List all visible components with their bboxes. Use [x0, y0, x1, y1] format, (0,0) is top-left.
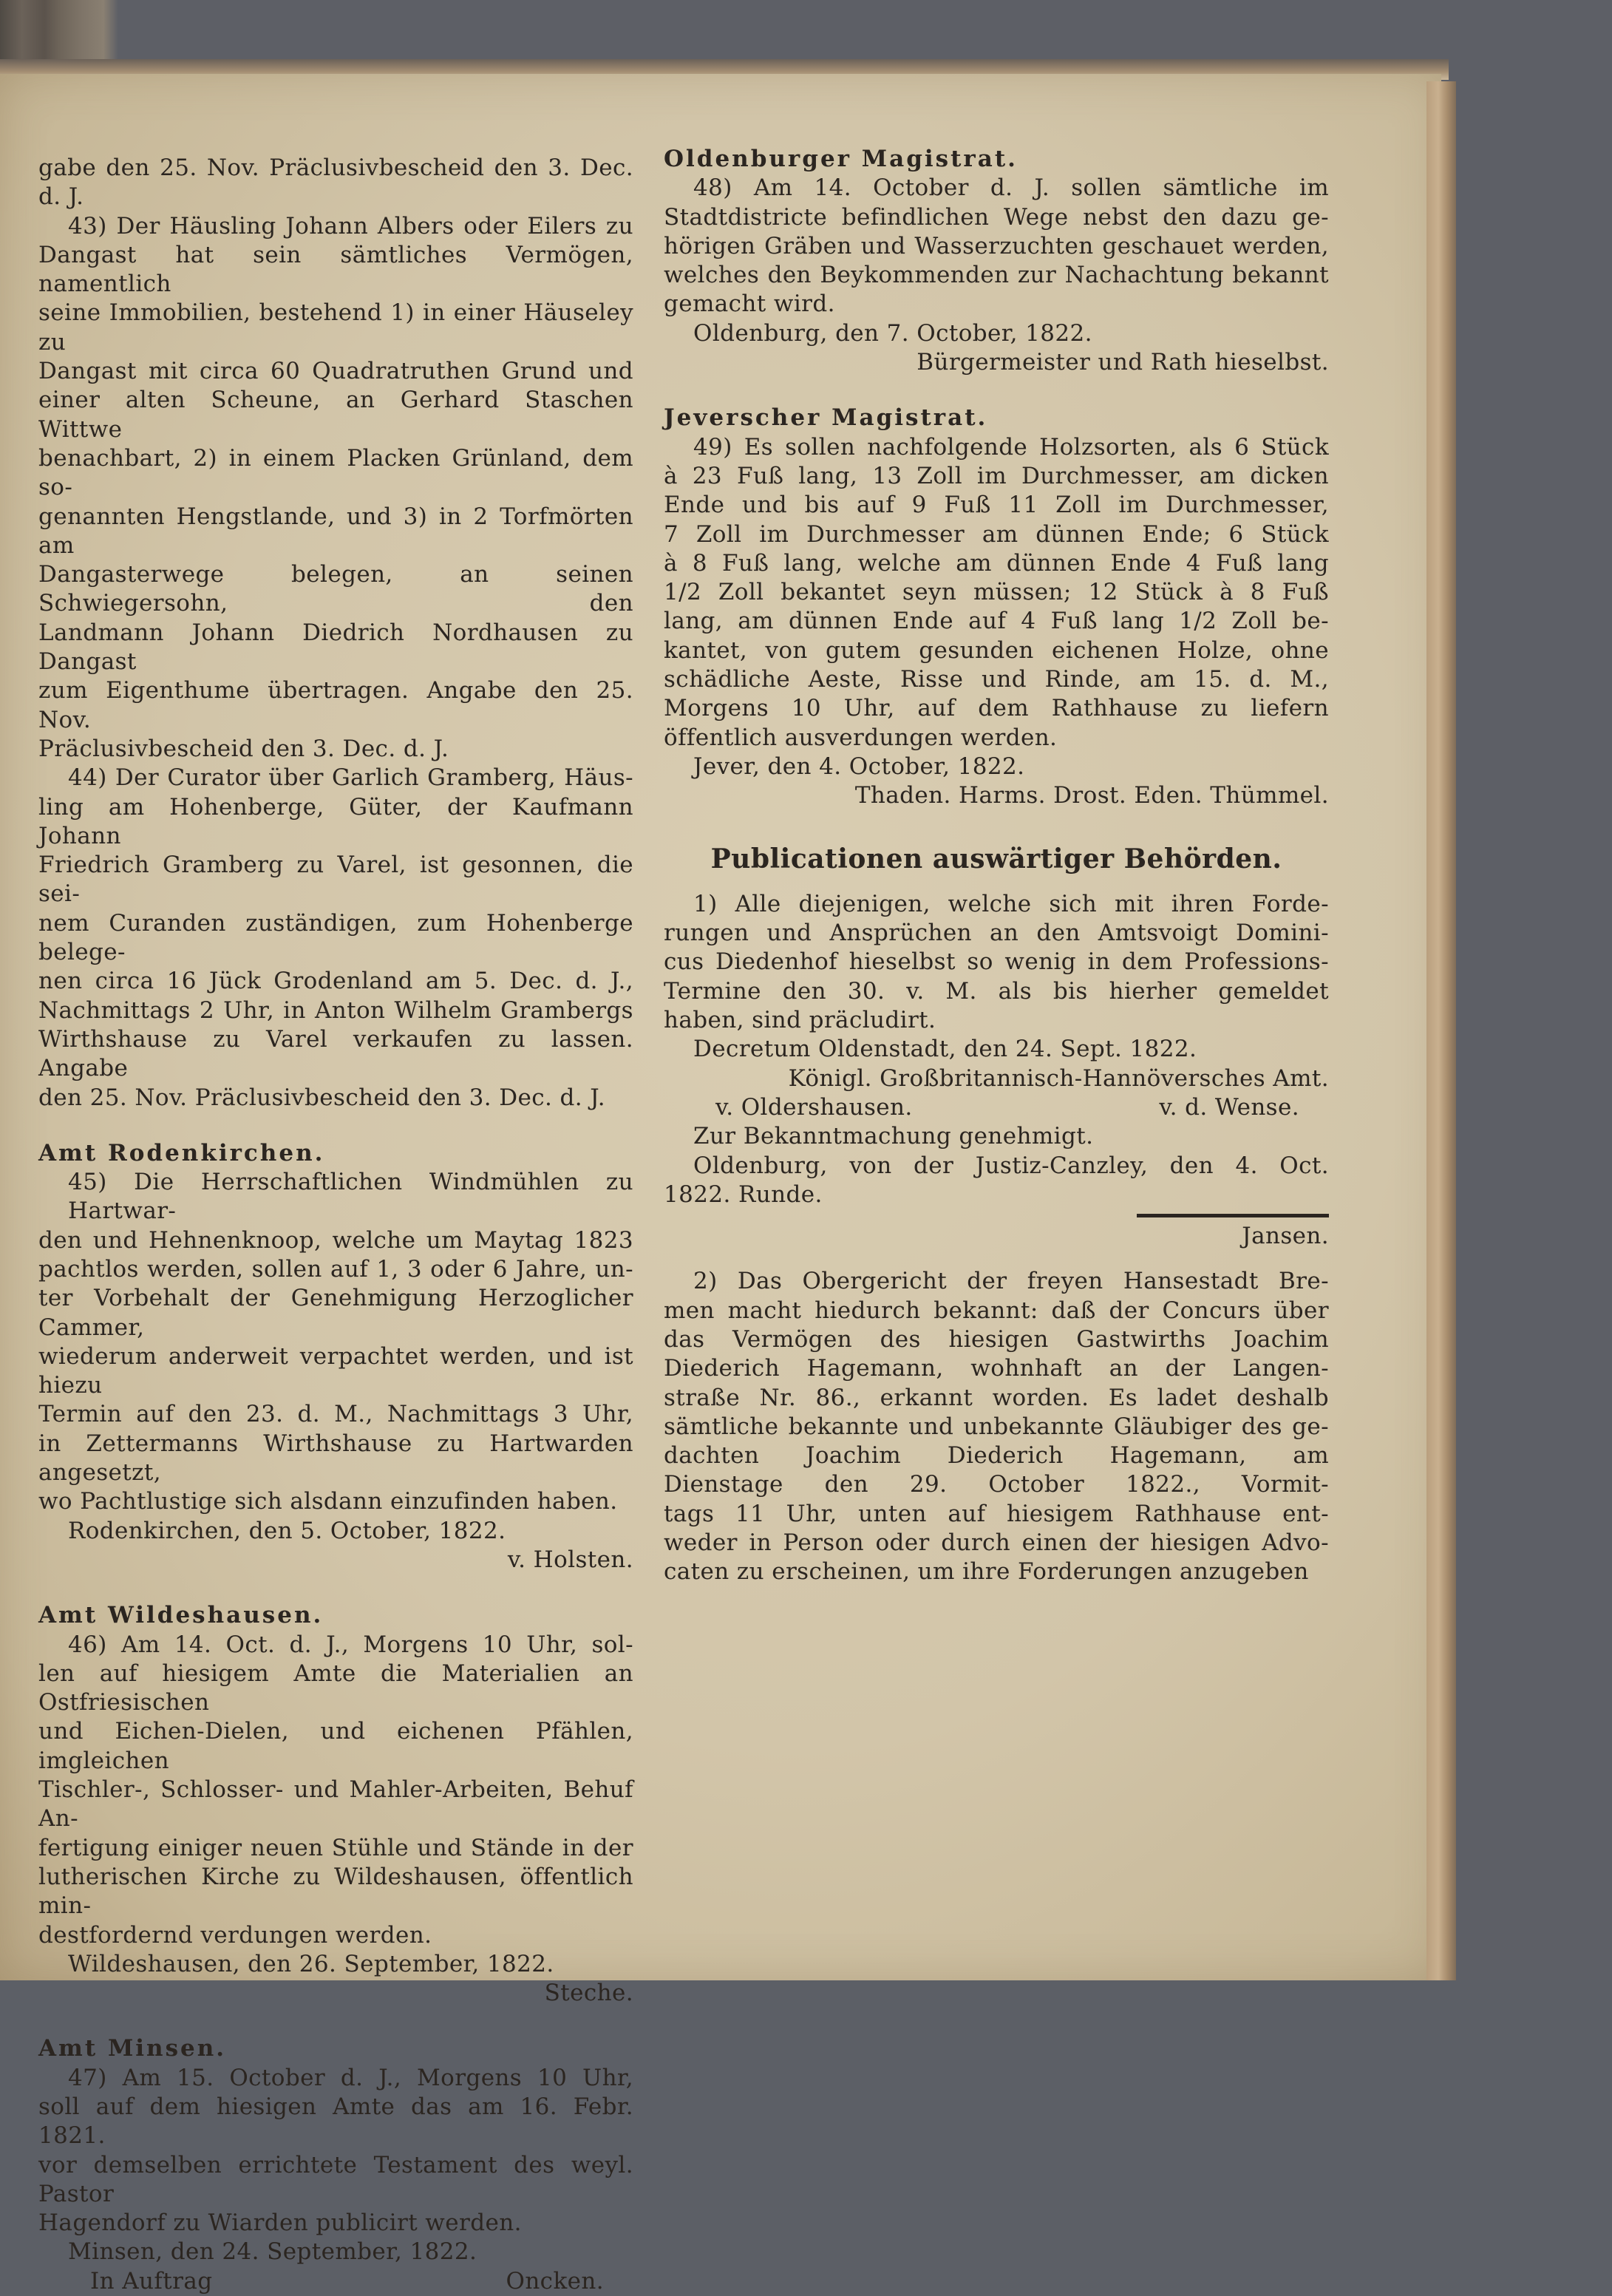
- notice-paragraph: [38, 154, 633, 212]
- text-line: 48) Am 14. October d. J. sollen sämtliche im: [693, 174, 1329, 202]
- place-date-line: Rodenkirchen, den 5. October, 1822.: [68, 1517, 506, 1544]
- text-line: Termine den 30. v. M. als bis hierher gemeldet: [664, 977, 1329, 1005]
- text-line: Landmann Johann Diedrich Nordhausen zu Dangast: [38, 619, 633, 676]
- signature-left: v. Oldershausen.: [715, 1093, 913, 1121]
- text-line: welches den Beykommenden zur Nachachtung bekannt: [664, 262, 1329, 289]
- text-line: tags 11 Uhr, unten auf hiesigem Rathhause ent-: [664, 1500, 1329, 1527]
- text-line: kantet, von gutem gesunden eichenen Holze, ohne: [664, 636, 1329, 664]
- text-line: dachten Joachim Diederich Hagemann, am: [664, 1442, 1329, 1470]
- text-line: schädliche Aeste, Risse und Rinde, am 15. d. M.,: [664, 666, 1329, 693]
- text-line: Präclusivbescheid den 3. Dec. d. J.: [38, 735, 449, 762]
- text-line: 46) Am 14. Oct. d. J., Morgens 10 Uhr, sol-: [68, 1631, 633, 1658]
- signature: Steche.: [544, 1980, 633, 2007]
- text-line: 44) Der Curator über Garlich Gramberg, Häus-: [68, 764, 633, 792]
- section-heading: Amt Rodenkirchen.: [38, 1139, 325, 1166]
- place-date-line: Minsen, den 24. September, 1822.: [68, 2238, 477, 2266]
- text-line: gabe den 25. Nov. Präclusivbescheid den 3. Dec.: [38, 154, 633, 181]
- spacer: [38, 2008, 633, 2034]
- horizontal-rule: [1137, 1214, 1329, 1217]
- text-line: 2) Das Obergericht der freyen Hansestadt Bre-: [693, 1268, 1329, 1295]
- left-column: [38, 154, 633, 2296]
- right-column: [664, 145, 1329, 1587]
- text-line: Dangast hat sein sämtliches Vermögen, namentlich: [38, 241, 633, 298]
- text-line: 1) Alle diejenigen, welche sich mit ihren Forde-: [693, 890, 1329, 917]
- place-date-line: Wildeshausen, den 26. September, 1822.: [68, 1950, 554, 1977]
- text-line: pachtlos werden, sollen auf 1, 3 oder 6 Jahre, un-: [38, 1255, 633, 1283]
- text-line: Tischler-, Schlosser- und Mahler-Arbeiten, Behuf An-: [38, 1776, 633, 1833]
- spacer: [664, 811, 1329, 827]
- text-line: benachbart, 2) in einem Placken Grünland, dem so-: [38, 444, 633, 501]
- section-heading: Oldenburger Magistrat.: [664, 146, 1018, 172]
- text-line: Morgens 10 Uhr, auf dem Rathhause zu liefern: [664, 695, 1329, 722]
- text-line: in Zettermanns Wirthshause zu Hartwarden angesetzt,: [38, 1430, 633, 1487]
- text-line: à 8 Fuß lang, welche am dünnen Ende 4 Fuß lang: [664, 549, 1329, 577]
- text-line: men macht hiedurch bekannt: daß der Concurs über: [664, 1297, 1329, 1324]
- notice-paragraph: [664, 433, 1329, 753]
- spacer: [664, 377, 1329, 404]
- signature-right: v. d. Wense.: [1159, 1093, 1299, 1121]
- signature: Bürgermeister und Rath hieselbst.: [916, 349, 1329, 376]
- signature: Jansen.: [1242, 1223, 1329, 1250]
- text-line: Dienstage den 29. October 1822., Vormit-: [664, 1471, 1329, 1498]
- signature-row: [664, 1093, 1329, 1122]
- signature-row: [38, 2267, 633, 2296]
- text-line: soll auf dem hiesigen Amte das am 16. Febr. 1821.: [38, 2093, 633, 2150]
- text-line: 1/2 Zoll bekantet seyn müssen; 12 Stück à 8 Fuß: [664, 579, 1329, 606]
- text-line: 43) Der Häusling Johann Albers oder Eilers zu: [68, 212, 633, 240]
- text-line: ter Vorbehalt der Genehmigung Herzoglicher Cammer,: [38, 1285, 633, 1341]
- notice-paragraph: [664, 890, 1329, 1035]
- section-heading: Jeverscher Magistrat.: [664, 404, 988, 432]
- text-line: ling am Hohenberge, Güter, der Kaufmann Johann: [38, 793, 633, 849]
- text-line: Ende und bis auf 9 Fuß 11 Zoll im Durchmesser,: [664, 492, 1329, 519]
- section-heading: Amt Wildeshausen.: [38, 1602, 324, 1629]
- text-line: fertigung einiger neuen Stühle und Stände in der: [38, 1834, 633, 1861]
- text-line: sämtliche bekannte und unbekannte Gläubiger des ge-: [664, 1413, 1329, 1440]
- place-date-line: Oldenburg, den 7. October, 1822.: [693, 319, 1092, 347]
- spacer: [664, 1251, 1329, 1267]
- text-line: Hagendorf zu Wiarden publicirt werden.: [38, 2210, 522, 2237]
- text-line: weder in Person oder durch einen der hiesigen Advo-: [664, 1529, 1329, 1557]
- text-line: vor demselben errichtete Testament des weyl. Pastor: [38, 2151, 633, 2207]
- text-line: Dangast mit circa 60 Quadratruthen Grund und: [38, 358, 633, 385]
- text-line: Dangasterwege belegen, an seinen Schwiegersohn, den: [38, 561, 633, 617]
- text-line: gemacht wird.: [664, 291, 835, 318]
- place-date-line: Jever, den 4. October, 1822.: [693, 753, 1025, 780]
- text-line: lang, am dünnen Ende auf 4 Fuß lang 1/2 Zoll be-: [664, 608, 1329, 635]
- text-line: cus Diedenhof hieselbst so wenig in dem Professions-: [664, 948, 1329, 976]
- text-line: Nachmittags 2 Uhr, in Anton Wilhelm Grambergs: [38, 996, 633, 1024]
- text-line: wiederum anderweit verpachtet werden, und ist hiezu: [38, 1342, 633, 1399]
- signature: v. Holsten.: [507, 1546, 633, 1573]
- text-line: den 25. Nov. Präclusivbescheid den 3. Dec. d. J.: [38, 1084, 605, 1111]
- signature: Thaden. Harms. Drost. Eden. Thümmel.: [854, 782, 1329, 809]
- text-line: einer alten Scheune, an Gerhard Staschen Wittwe: [38, 387, 633, 443]
- notice-paragraph: [38, 764, 633, 1113]
- place-date-line: Zur Bekanntmachung genehmigt.: [693, 1123, 1094, 1150]
- text-line: Oldenburg, von der Justiz-Canzley, den 4. Oct.: [693, 1152, 1329, 1179]
- text-line: zum Eigenthume übertragen. Angabe den 25. Nov.: [38, 677, 633, 733]
- notice-paragraph: [38, 1168, 633, 1517]
- text-line: seine Immobilien, bestehend 1) in einer Häuseley zu: [38, 299, 633, 356]
- text-line: nen circa 16 Jück Grodenland am 5. Dec. d. J.,: [38, 968, 633, 995]
- text-line: rungen und Ansprüchen an den Amtsvoigt Domini-: [664, 920, 1329, 947]
- place-date-line: Decretum Oldenstadt, den 24. Sept. 1822.: [693, 1036, 1197, 1063]
- text-line: 49) Es sollen nachfolgende Holzsorten, als 6 Stück: [693, 433, 1329, 461]
- section-heading: Amt Minsen.: [38, 2035, 227, 2062]
- text-line: Termin auf den 23. d. M., Nachmittags 3 Uhr,: [38, 1401, 633, 1428]
- text-line: destfordernd verdungen werden.: [38, 1921, 432, 1949]
- signature: Königl. Großbritannisch-Hannöversches Amt.: [788, 1064, 1329, 1092]
- spacer: [38, 1113, 633, 1139]
- text-line: caten zu erscheinen, um ihre Forderungen anzugeben: [664, 1558, 1309, 1586]
- text-line: 47) Am 15. October d. J., Morgens 10 Uhr,: [68, 2064, 633, 2091]
- notice-paragraph: [664, 174, 1329, 319]
- text-line: Wirthshause zu Varel verkaufen zu lassen. Angabe: [38, 1025, 633, 1082]
- text-line: 7 Zoll im Durchmesser am dünnen Ende; 6 Stück: [664, 520, 1329, 548]
- text-line: nem Curanden zuständigen, zum Hohenberge belege-: [38, 909, 633, 966]
- text-line: wo Pachtlustige sich alsdann einzufinden haben.: [38, 1488, 618, 1515]
- page-right-edge: [1426, 81, 1456, 1980]
- signature-left: In Auftrag: [90, 2267, 213, 2295]
- signature-right: Oncken.: [506, 2267, 604, 2295]
- text-line: haben, sind präcludirt.: [664, 1007, 936, 1034]
- text-line: 1822. Runde.: [664, 1181, 823, 1208]
- text-line: à 23 Fuß lang, 13 Zoll im Durchmesser, am dicken: [664, 462, 1329, 489]
- text-line: Friedrich Gramberg zu Varel, ist gesonnen, die sei-: [38, 852, 633, 908]
- text-line: öffentlich ausverdungen werden.: [664, 724, 1058, 751]
- text-line: lutherischen Kirche zu Wildeshausen, öffentlich min-: [38, 1863, 633, 1920]
- text-line: das Vermögen des hiesigen Gastwirths Joachim: [664, 1325, 1329, 1353]
- spacer: [38, 1575, 633, 1601]
- notice-paragraph: [664, 1152, 1329, 1210]
- text-line: hörigen Gräben und Wasserzuchten geschauet werden,: [664, 232, 1329, 259]
- text-line: Diederich Hagemann, wohnhaft an der Langen-: [664, 1355, 1329, 1382]
- notice-paragraph: [664, 1267, 1329, 1586]
- notice-paragraph: [38, 2064, 633, 2238]
- text-line: genannten Hengstlande, und 3) in 2 Torfmörten am: [38, 503, 633, 559]
- text-line: len auf hiesigem Amte die Materialien an Ostfriesischen: [38, 1660, 633, 1716]
- text-line: 45) Die Herrschaftlichen Windmühlen zu Hartwar-: [68, 1169, 633, 1225]
- text-line: den und Hehnenknoop, welche um Maytag 1823: [38, 1226, 633, 1254]
- text-line: d. J.: [38, 183, 84, 211]
- text-line: und Eichen-Dielen, und eichenen Pfählen, imgleichen: [38, 1718, 633, 1774]
- notice-paragraph: [38, 1631, 633, 1950]
- text-line: Stadtdistricte befindlichen Wege nebst den dazu ge-: [664, 203, 1329, 231]
- text-line: straße Nr. 86., erkannt worden. Es ladet deshalb: [664, 1384, 1329, 1411]
- notice-paragraph: [38, 212, 633, 764]
- publications-heading: Publicationen auswärtiger Behörden.: [710, 843, 1282, 874]
